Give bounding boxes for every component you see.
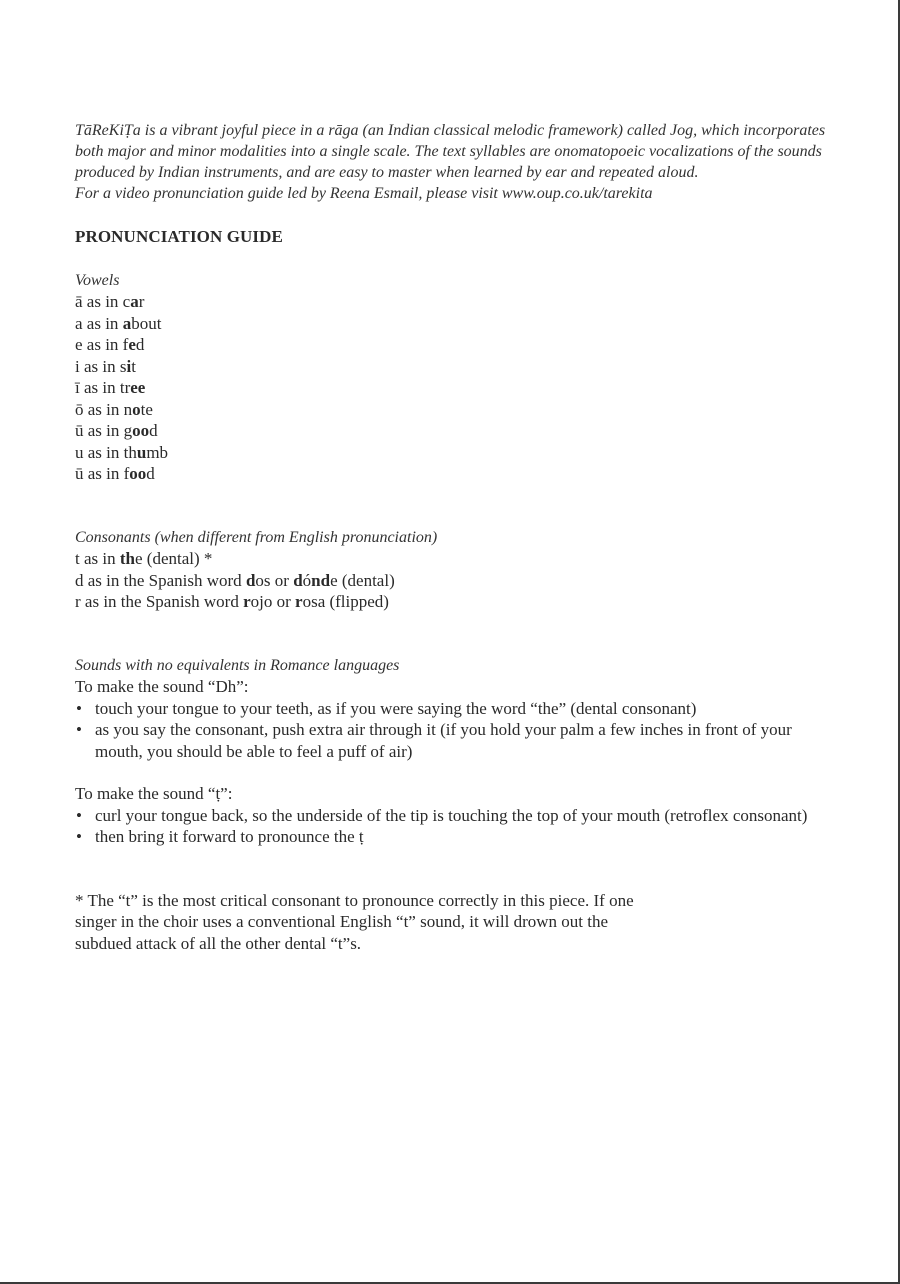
vowel-row: a as in about [75, 313, 162, 333]
vowel-row: ā as in car [75, 292, 145, 311]
consonant-row-r: r as in the Spanish word rojo or rosa (flipped) [75, 592, 389, 611]
t-intro: To make the sound “ṭ”: [75, 784, 233, 803]
consonant-row-t: t as in the (dental) * [75, 549, 213, 568]
list-item: • as you say the consonant, push extra air through it (if you hold your palm a few inches in front of your mouth, you should be able to feel a puff of air) [75, 719, 835, 762]
intro-paragraph: TāReKiṬa is a vibrant joyful piece in a rāga (an Indian classical melodic framework) called Jog, which incorporates both major and minor modalities into a single scale. The text syllables are onomatopoeic vocalizations of the sounds produced by Indian instruments, and are easy to master when learned by ear and repeated aloud. [75, 122, 826, 181]
footnote-line: singer in the choir uses a conventional English “t” sound, it will drown out the [75, 912, 609, 931]
sounds-section [75, 655, 835, 848]
vowels-heading: Vowels [75, 271, 120, 289]
list-item: • curl your tongue back, so the underside of the tip is touching the top of your mouth (retroflex consonant) [75, 805, 835, 827]
footnote-line: subdued attack of all the other dental “t”s. [75, 933, 362, 953]
pronunciation-guide-title: PRONUNCIATION GUIDE [75, 227, 283, 246]
dh-bullet-list [75, 698, 835, 763]
intro-section [75, 120, 835, 204]
consonants-section [75, 527, 835, 613]
list-item: • then bring it forward to pronounce the ṭ [75, 826, 835, 848]
vowel-row: ū as in good [75, 421, 158, 440]
video-guide-line: For a video pronunciation guide led by Reena Esmail, please visit www.oup.co.uk/tarekita [75, 185, 653, 202]
document-page [75, 120, 835, 954]
vowel-row: i as in sit [75, 356, 136, 376]
footnote [75, 890, 835, 955]
t-bullet-list [75, 805, 835, 848]
list-item: • touch your tongue to your teeth, as if you were saying the word “the” (dental consonant) [75, 698, 835, 720]
footnote-line: * The “t” is the most critical consonant to pronounce correctly in this piece. If one [75, 890, 634, 910]
vowel-row: ī as in tree [75, 378, 146, 397]
consonants-heading: Consonants (when different from English pronunciation) [75, 528, 438, 546]
dh-intro: To make the sound “Dh”: [75, 677, 249, 696]
consonant-row-d: d as in the Spanish word dos or dónde (dental) [75, 570, 395, 590]
vowel-row: u as in thumb [75, 442, 169, 462]
vowel-row: ū as in food [75, 464, 155, 483]
sounds-heading: Sounds with no equivalents in Romance languages [75, 656, 400, 674]
vowel-row: e as in fed [75, 335, 145, 354]
vowel-row: ō as in note [75, 399, 153, 419]
vowels-section [75, 270, 835, 485]
